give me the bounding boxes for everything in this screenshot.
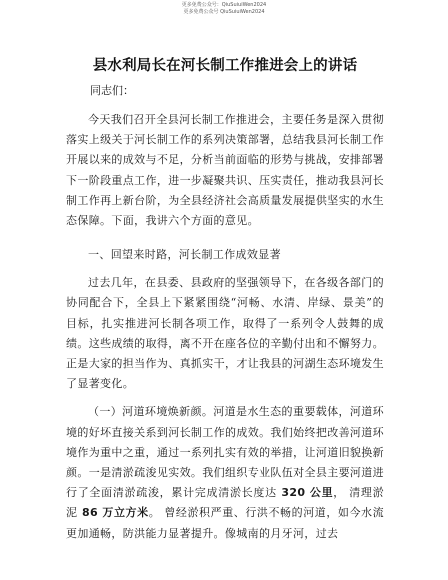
subsection-1-text-b: ， 清理淤泥	[66, 486, 384, 520]
subsection-1-text-c: 。 曾经淤积严重、行洪不畅的河道，如今水流更加通畅，防洪能力显著提升。像城南的月牙河，过去	[66, 506, 384, 540]
watermark-line-1: 更多免费公众号：QiuSuiuiWen2024	[181, 2, 267, 8]
intro-paragraph: 今天我们召开全县河长制工作推进会，主要任务是深入贯彻落实上级关于河长制工作的系列决策部署，总结我县河长制工作开展以来的成效与不足，分析当前面临的形势与挑战，安排部署下一阶段重点工作，进一步凝聚共识、压实责任，推动我县河长制工作再上新台阶，为全县经济社会高质量发展提供坚实的水生态保障。下面，我讲六个方面的意见。	[66, 113, 384, 228]
document-title: 县水利局长在河长制工作推进会上的讲话	[92, 58, 358, 74]
subsection-1-paragraph	[66, 402, 384, 543]
watermark-line-2: 更多免费公众号 QiuSuiuiWen2024	[183, 9, 265, 15]
document-page	[66, 50, 384, 544]
silt-volume-value: 86 万立方米	[77, 506, 149, 520]
subsection-1-text-a: （一）河道环境焕新颜。河道是水生态的重要载体，河道环境的好坏直接关系到河长制工作的成效。我们始终把改善河道环境作为重中之重，通过一系列扎实有效的举措，让河道旧貌换新颜。一是清淤疏浚见实效。我们组织专业队伍对全县主要河道进行了全面清淤疏浚，累计完成清淤长度达	[66, 405, 384, 500]
salutation: 同志们：	[90, 84, 134, 97]
watermark	[0, 2, 448, 16]
section-1-paragraph: 过去几年，在县委、县政府的坚强领导下，在各级各部门的协同配合下，全县上下紧紧围绕“河畅、水清、岸绿、景美”的目标，扎实推进河长制各项工作，取得了一系列令人鼓舞的成绩。这些成绩的取得，离不开在座各位的辛勤付出和不懈努力。正是大家的担当作为、真抓实干，才让我县的河湖生态环境发生了显著变化。	[66, 276, 384, 391]
section-heading-1: 一、回望来时路，河长制工作成效显著	[88, 248, 281, 262]
dredging-length-value: 320 公里	[276, 486, 334, 500]
